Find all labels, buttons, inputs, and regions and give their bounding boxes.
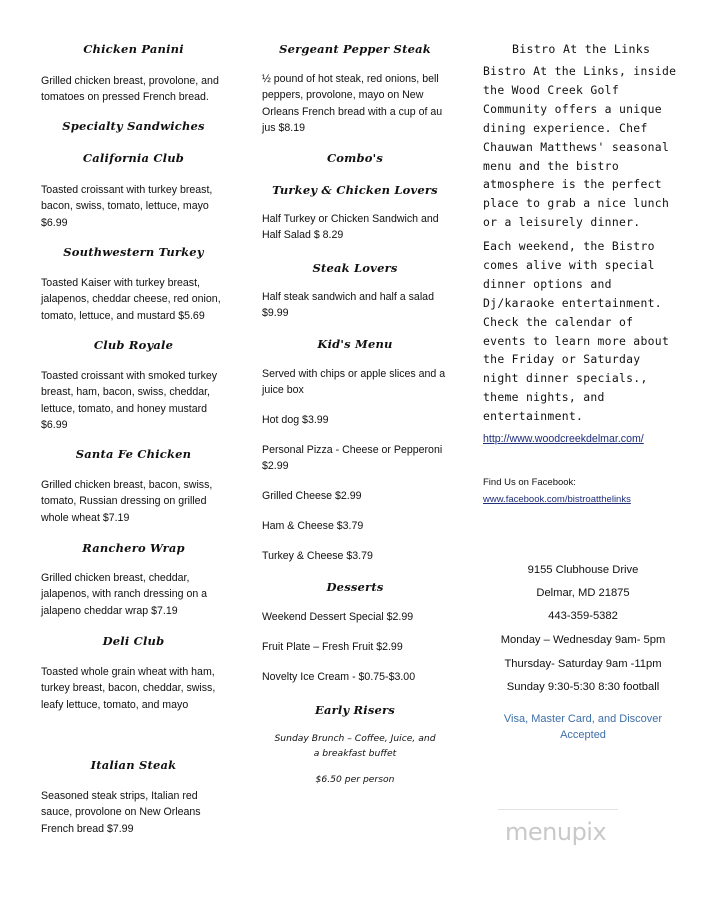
address: 9155 Clubhouse Drive <box>527 564 639 576</box>
bistro-weekend-paragraph: Each weekend, the Bistro comes alive with special dinner options and Dj/karaoke entertainment. Check the calendar of events to learn more about the Friday or Saturday night dinner specials., theme nights, and entertainment. <box>483 239 670 424</box>
southwestern-turkey-name: Southwestern Turkey <box>63 245 204 259</box>
italian-steak-name: Italian Steak <box>90 758 177 772</box>
hours-line: Thursday- Saturday 9am -11pm <box>504 658 662 670</box>
deli-club-desc: Toasted whole grain wheat with ham, turkey breast, bacon, cheddar, swiss, leafy lettuce, tomato, and mayo <box>41 666 216 711</box>
dessert-item: Fruit Plate – Fresh Fruit $2.99 <box>262 641 403 653</box>
california-club-name: California Club <box>82 151 185 165</box>
combos-heading: Combo's <box>326 151 384 165</box>
early-risers-price: $6.50 per person <box>315 774 395 785</box>
chicken-panini-name: Chicken Panini <box>83 42 184 56</box>
kids-menu-heading: Kid's Menu <box>317 337 393 351</box>
kids-item: Grilled Cheese $2.99 <box>262 490 362 502</box>
payment-info: Visa, Master Card, and Discover Accepted <box>503 713 663 741</box>
menupix-watermark: menupix <box>505 818 607 846</box>
italian-steak-desc: Seasoned steak strips, Italian red sauce, provolone on New Orleans French bread $7.99 <box>41 790 201 835</box>
desserts-heading: Desserts <box>326 580 384 594</box>
turkey-chicken-lovers-desc: Half Turkey or Chicken Sandwich and Half Salad $ 8.29 <box>262 213 439 242</box>
chicken-panini-desc: Grilled chicken breast, provolone, and tomatoes on pressed French bread. <box>41 75 219 104</box>
santa-fe-chicken-name: Santa Fe Chicken <box>75 447 192 461</box>
california-club-desc: Toasted croissant with turkey breast, bacon, swiss, tomato, lettuce, mayo $6.99 <box>41 184 213 229</box>
facebook-link[interactable]: www.facebook.com/bistroatthelinks <box>483 494 631 505</box>
sergeant-pepper-steak-name: Sergeant Pepper Steak <box>279 42 431 56</box>
facebook-label: Find Us on Facebook: <box>483 477 576 488</box>
watermark-divider <box>498 809 618 810</box>
early-risers-heading: Early Risers <box>315 703 395 717</box>
bistro-intro-paragraph: Bistro At the Links, inside the Wood Creek Golf Community offers a unique dining experience. Chef Chauwan Matthews' seasonal menu and the bistro atmosphere is the perfect place to grab a nice lunch or a leisurely dinner. <box>483 64 677 230</box>
website-link[interactable]: http://www.woodcreekdelmar.com/ <box>483 433 644 445</box>
turkey-chicken-lovers-name: Turkey & Chicken Lovers <box>272 183 438 197</box>
dessert-item: Novelty Ice Cream - $0.75-$3.00 <box>262 671 416 683</box>
santa-fe-chicken-desc: Grilled chicken breast, bacon, swiss, tomato, Russian dressing on grilled whole wheat $7.19 <box>41 479 213 524</box>
city: Delmar, MD 21875 <box>536 587 630 599</box>
sergeant-pepper-steak-desc: ½ pound of hot steak, red onions, bell peppers, provolone, mayo on New Orleans French bread with a cup of au jus $8.19 <box>262 73 443 135</box>
kids-item: Turkey & Cheese $3.79 <box>262 550 373 562</box>
specialty-sandwiches-heading: Specialty Sandwiches <box>62 119 205 133</box>
deli-club-name: Deli Club <box>102 634 165 648</box>
kids-menu-intro: Served with chips or apple slices and a juice box <box>262 368 446 397</box>
club-royale-name: Club Royale <box>93 338 174 352</box>
kids-item: Personal Pizza - Cheese or Pepperoni $2.99 <box>262 444 443 473</box>
kids-item: Ham & Cheese $3.79 <box>262 520 364 532</box>
ranchero-wrap-desc: Grilled chicken breast, cheddar, jalapenos, with ranch dressing on a jalapeno cheddar wrap $7.19 <box>41 572 208 617</box>
early-risers-desc: Sunday Brunch – Coffee, Juice, and a breakfast buffet <box>274 733 436 759</box>
bistro-title: Bistro At the Links <box>512 42 651 56</box>
hours-line: Sunday 9:30-5:30 8:30 football <box>506 681 660 693</box>
southwestern-turkey-desc: Toasted Kaiser with turkey breast, jalapenos, cheddar cheese, red onion, tomato, lettuce, and mustard $5.69 <box>41 277 221 322</box>
steak-lovers-desc: Half steak sandwich and half a salad $9.99 <box>262 291 434 320</box>
dessert-item: Weekend Dessert Special $2.99 <box>262 611 414 623</box>
club-royale-desc: Toasted croissant with smoked turkey breast, ham, bacon, swiss, cheddar, lettuce, tomato, and honey mustard $6.99 <box>41 370 218 432</box>
phone: 443-359-5382 <box>548 610 618 622</box>
kids-item: Hot dog $3.99 <box>262 414 329 426</box>
steak-lovers-name: Steak Lovers <box>312 261 398 275</box>
ranchero-wrap-name: Ranchero Wrap <box>82 541 185 555</box>
hours-line: Monday – Wednesday 9am- 5pm <box>500 634 666 646</box>
